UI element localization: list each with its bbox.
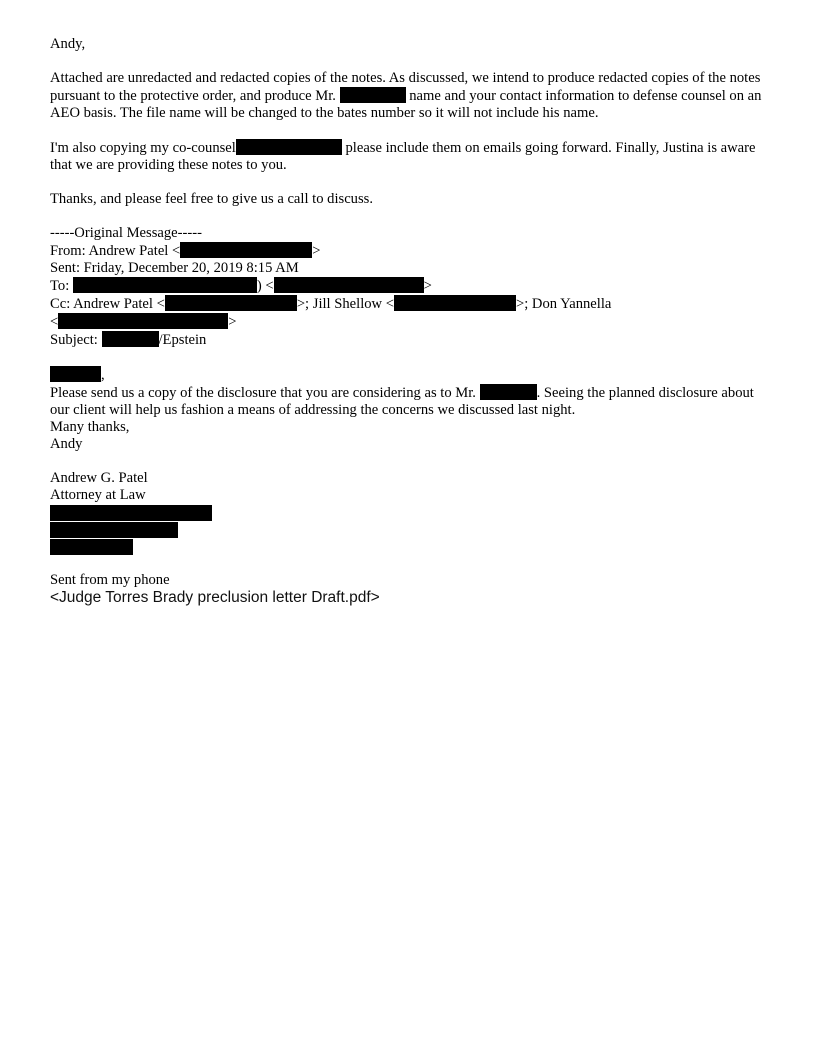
sent-line: Sent: Friday, December 20, 2019 8:15 AM (50, 260, 299, 276)
body-paragraph-1 (50, 70, 770, 122)
sent-from-phone: Sent from my phone (50, 572, 170, 588)
signature-block (50, 470, 770, 555)
cc-close: > (228, 314, 237, 330)
redaction-bar (73, 277, 257, 293)
from-line (50, 242, 770, 260)
paragraph-2-part-2: please include them on emails going forward. Finally, Justina is aware that we are providing these notes to you. (50, 140, 756, 173)
redaction-bar (58, 313, 228, 329)
subject-label: Subject: (50, 332, 98, 348)
cc-open: < (50, 314, 59, 330)
email-document (50, 36, 770, 607)
subject-line (50, 331, 770, 349)
redaction-bar (50, 505, 212, 521)
redaction-bar (394, 295, 516, 311)
redaction-bar (165, 295, 297, 311)
reply-body (50, 384, 770, 419)
to-line (50, 277, 770, 295)
body-paragraph-2 (50, 139, 770, 174)
reply-salutation (50, 366, 770, 384)
subject-suffix: /Epstein (158, 332, 207, 348)
reply-body-part-1: Please send us a copy of the disclosure that you are considering as to Mr. (50, 385, 476, 401)
signature-title: Attorney at Law (50, 487, 146, 503)
signature-name: Andrew G. Patel (50, 470, 148, 486)
redaction-bar (340, 87, 406, 103)
redaction-bar (50, 366, 101, 382)
redaction-bar (180, 242, 312, 258)
salutation-comma: , (101, 367, 105, 383)
reply-closing: Many thanks, (50, 419, 130, 435)
redaction-bar (274, 277, 424, 293)
greeting: Andy, (50, 36, 86, 52)
to-label: To: (50, 278, 70, 294)
original-message-header (50, 225, 770, 349)
redaction-bar (480, 384, 537, 400)
cc-label: Cc: Andrew Patel < (50, 296, 165, 312)
paragraph-1-part-1: Attached are unredacted and redacted copies of the notes. As discussed, we intend to produce redacted copies of the notes pursuant to the protective order, and produce Mr. (50, 70, 761, 104)
reply-body-part-2: . Seeing the planned disclosure about our client will help us fashion a means of addressing the concerns we discussed last night. (50, 385, 754, 418)
paragraph-1-part-2: name and your contact information to defense counsel on an AEO basis. The file name will be changed to the bates number so it will not include his name. (50, 88, 762, 121)
paragraph-2-part-1: I'm also copying my co-counsel (50, 140, 236, 156)
from-label: From: Andrew Patel < (50, 243, 181, 259)
redaction-bar (102, 331, 159, 347)
body-paragraph-3: Thanks, and please feel free to give us a call to discuss. (50, 191, 373, 207)
cc-line (50, 295, 770, 313)
from-close: > (312, 243, 321, 259)
redaction-bar (50, 539, 133, 555)
original-message-separator: -----Original Message----- (50, 225, 202, 241)
to-separator: ) < (256, 278, 274, 294)
to-close: > (423, 278, 432, 294)
reply-signoff: Andy (50, 436, 83, 452)
redaction-bar (50, 522, 178, 538)
redaction-bar (236, 139, 342, 155)
cc-separator-1: >; Jill Shellow < (296, 296, 394, 312)
reply-message (50, 366, 770, 453)
cc-separator-2: >; Don Yannella (515, 296, 612, 312)
cc-line-continued (50, 313, 770, 331)
attachment-filename: <Judge Torres Brady preclusion letter Draft.pdf> (50, 589, 380, 606)
